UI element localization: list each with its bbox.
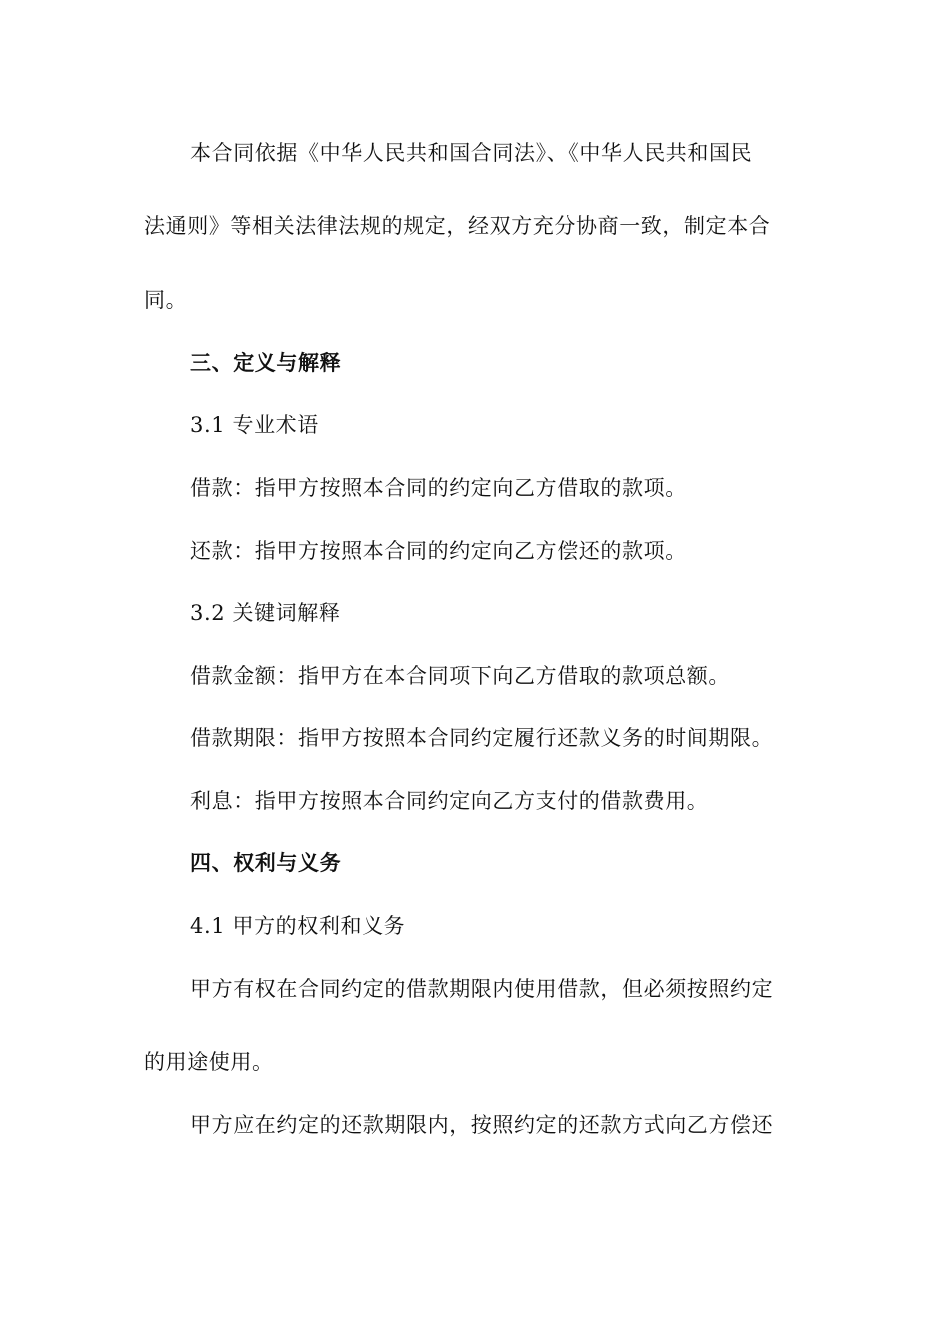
definition-item: 利息：指甲方按照本合同约定向乙方支付的借款费用。 <box>190 789 709 813</box>
subsection-3-1-heading: 3.1 专业术语 <box>190 413 319 437</box>
definition-item: 借款金额：指甲方在本合同项下向乙方借取的款项总额。 <box>190 664 730 688</box>
subsection-3-2-heading: 3.2 关键词解释 <box>190 601 341 625</box>
intro-paragraph-line-3: 同。 <box>144 288 188 312</box>
definition-item: 还款：指甲方按照本合同的约定向乙方偿还的款项。 <box>190 539 687 563</box>
subsection-4-1-heading: 4.1 甲方的权利和义务 <box>190 914 406 938</box>
rights-paragraph-1-line-2: 的用途使用。 <box>144 1050 274 1074</box>
intro-paragraph-line-2: 法通则》等相关法律法规的规定，经双方充分协商一致，制定本合 <box>144 214 771 238</box>
definition-item: 借款期限：指甲方按照本合同约定履行还款义务的时间期限。 <box>190 726 774 750</box>
definition-item: 借款：指甲方按照本合同的约定向乙方借取的款项。 <box>190 476 687 500</box>
section-3-heading: 三、定义与解释 <box>190 350 342 375</box>
section-4-heading: 四、权利与义务 <box>190 850 342 875</box>
rights-paragraph-1-line-1: 甲方有权在合同约定的借款期限内使用借款，但必须按照约定 <box>190 977 774 1001</box>
intro-paragraph-line-1: 本合同依据《中华人民共和国合同法》、《中华人民共和国民 <box>190 141 753 165</box>
rights-paragraph-2-line-1: 甲方应在约定的还款期限内，按照约定的还款方式向乙方偿还 <box>190 1113 774 1137</box>
